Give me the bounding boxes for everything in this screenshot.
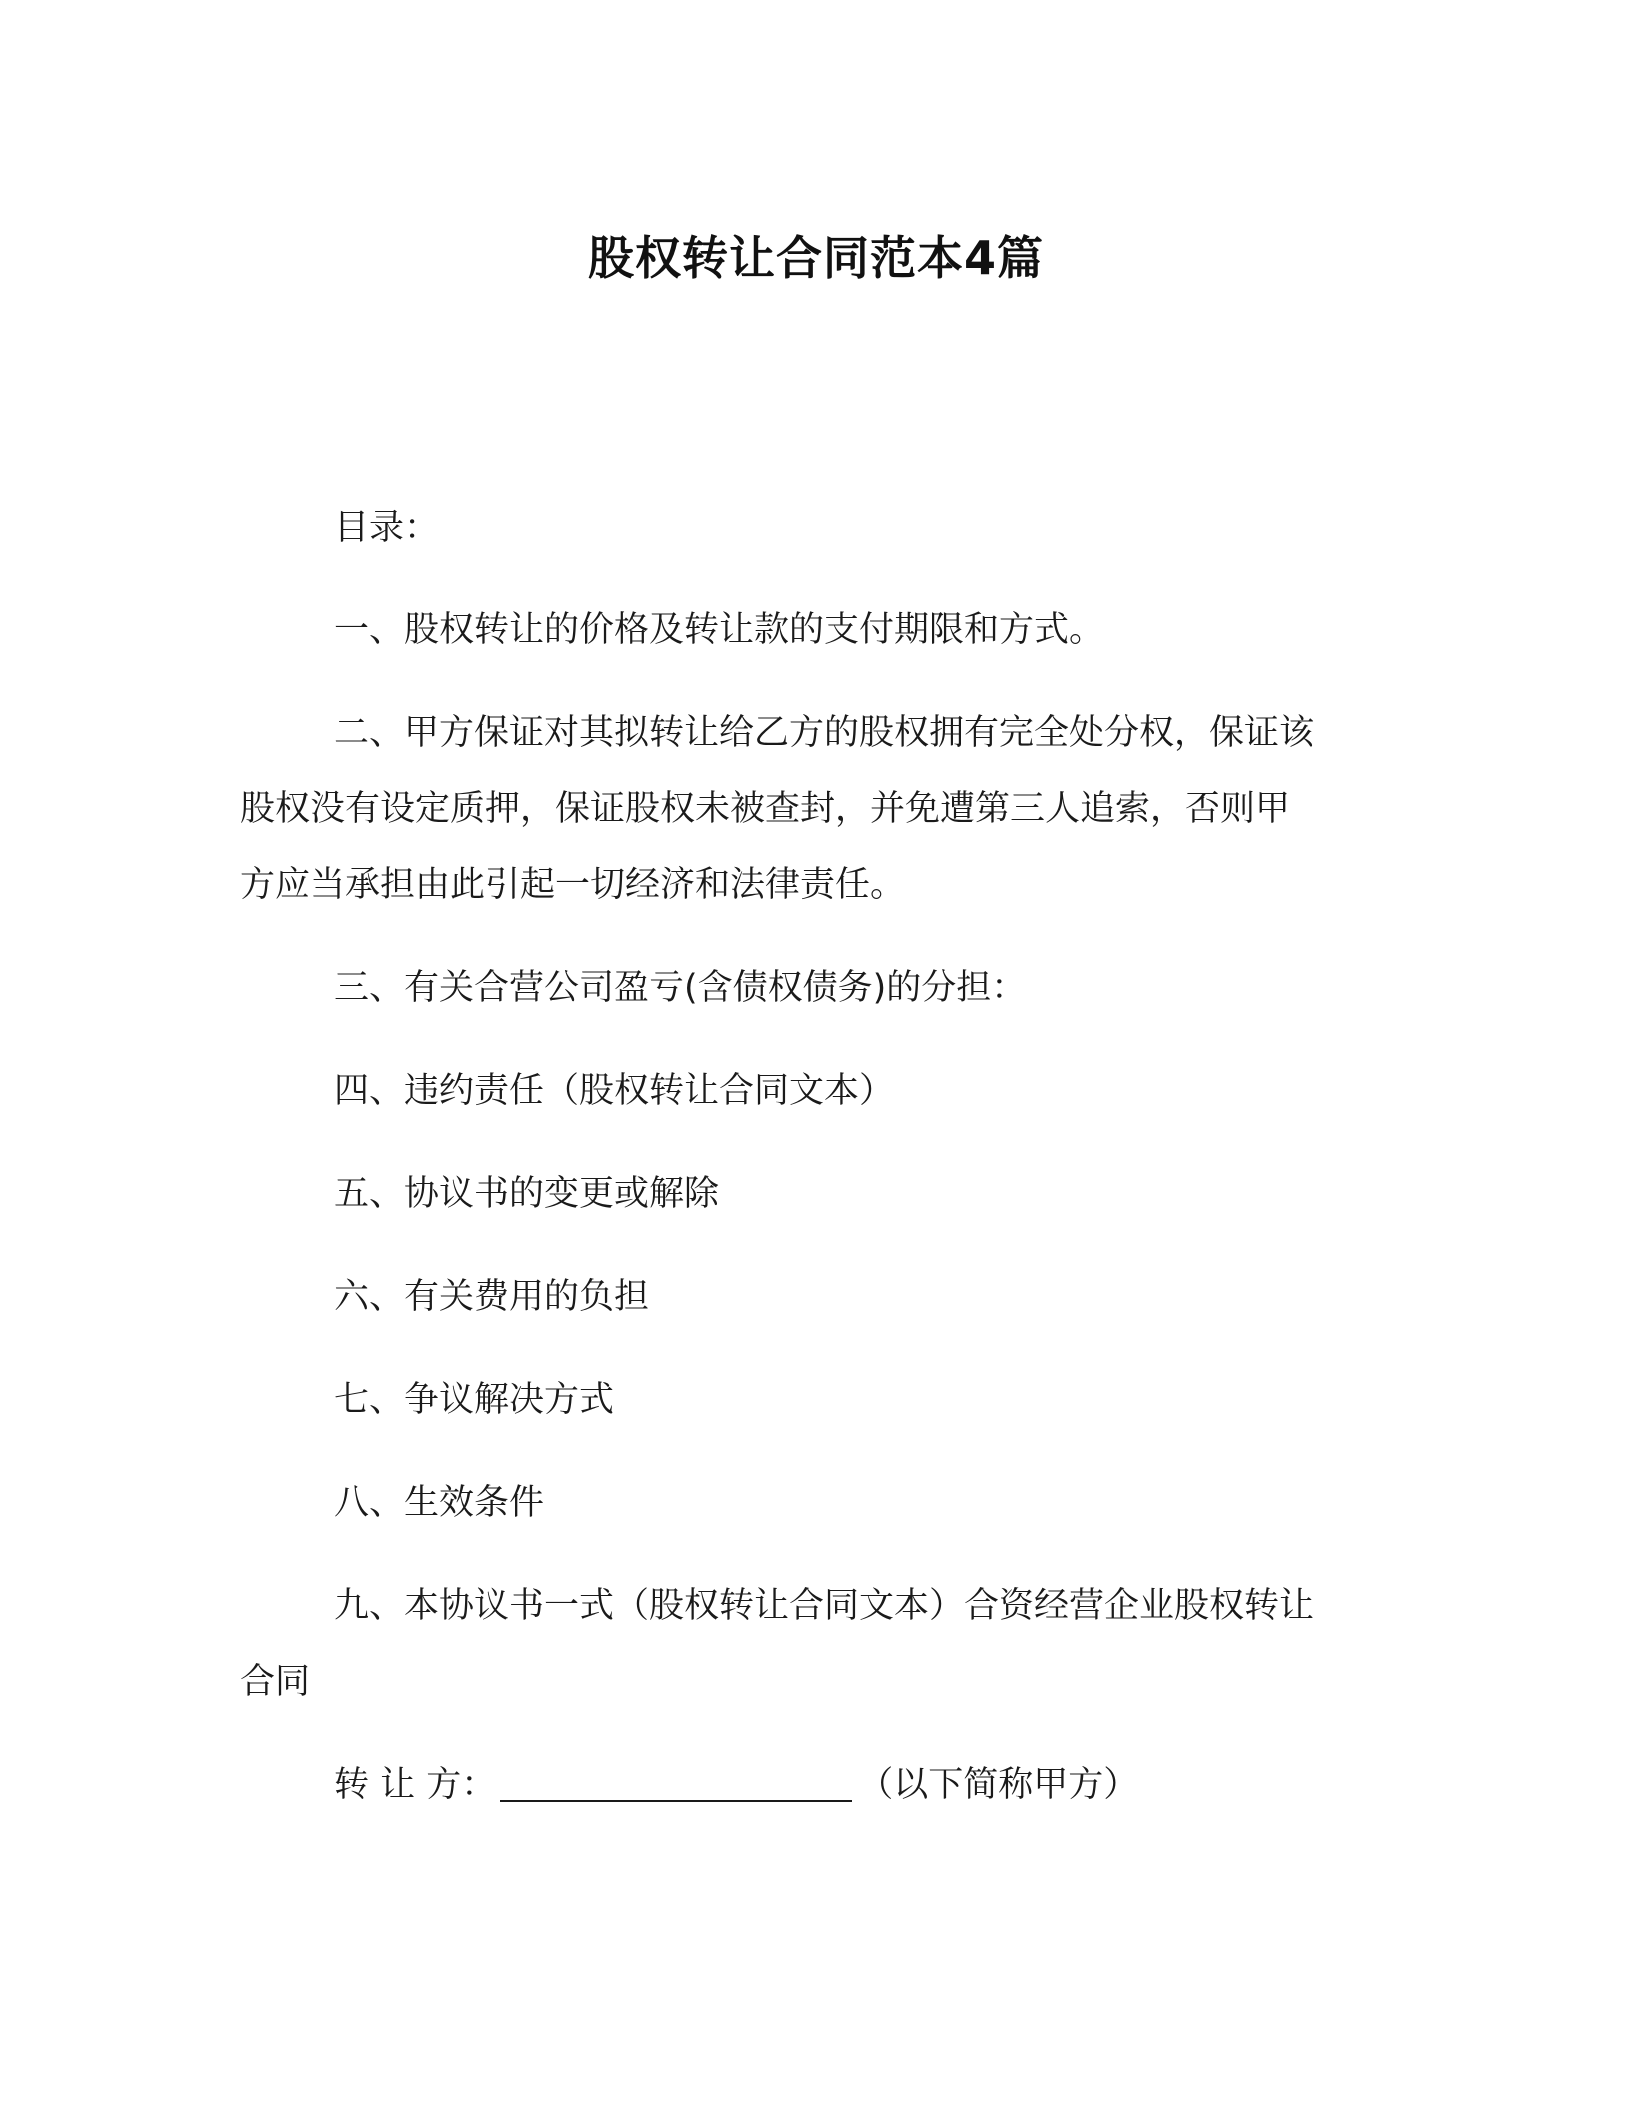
toc-item-6: 六、有关费用的负担 [334,1277,650,1317]
toc-item-2-line-2: 股权没有设定质押，保证股权未被查封，并免遭第三人追索，否则甲 [240,789,1291,829]
transferor-blank [500,1766,852,1802]
transferor-suffix: （以下简称甲方） [858,1765,1139,1805]
toc-item-2-line-1: 二、甲方保证对其拟转让给乙方的股权拥有完全处分权，保证该 [334,713,1315,753]
transferor-label: 转 让 方： [334,1765,497,1805]
toc-item-4: 四、违约责任（股权转让合同文本） [334,1071,895,1111]
toc-item-2-line-3: 方应当承担由此引起一切经济和法律责任。 [240,865,906,905]
transferor-line [334,1747,1474,1823]
document-title: 股权转让合同范本4篇 [587,231,1044,285]
toc-item-8: 八、生效条件 [334,1483,545,1523]
toc-item-9-line-1: 九、本协议书一式（股权转让合同文本）合资经营企业股权转让 [334,1586,1315,1626]
toc-item-7: 七、争议解决方式 [334,1380,615,1420]
toc-item-1: 一、股权转让的价格及转让款的支付期限和方式。 [334,610,1105,650]
toc-item-3: 三、有关合营公司盈亏(含债权债务)的分担： [334,968,1027,1008]
toc-item-5: 五、协议书的变更或解除 [334,1174,720,1214]
toc-item-9-line-2: 合同 [240,1662,311,1702]
toc-label: 目录： [334,508,440,548]
